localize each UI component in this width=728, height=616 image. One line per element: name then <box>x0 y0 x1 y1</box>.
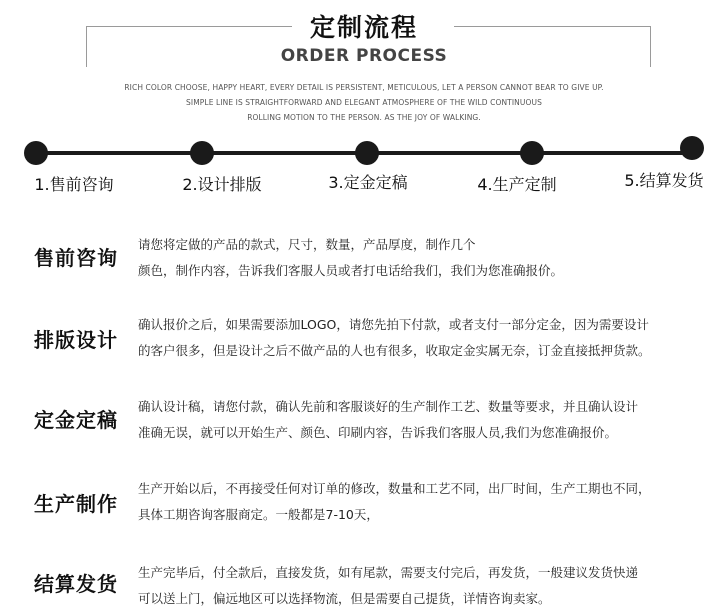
tagline-line: ROLLING MOTION TO THE PERSON. AS THE JOY OF WALKING. <box>247 113 481 122</box>
timeline-step-label: 2.设计排版 <box>182 175 262 194</box>
tagline <box>0 80 728 125</box>
section-title: 生产制作 <box>34 492 118 516</box>
section-body <box>138 476 712 528</box>
section-body <box>138 560 712 612</box>
timeline-dot <box>190 141 214 165</box>
page-title: 定制流程 <box>309 13 418 42</box>
timeline-dot <box>680 136 704 160</box>
section-line: 请您将定做的产品的款式，尺寸，数量，产品厚度，制作几个 <box>138 237 476 252</box>
section-body <box>138 394 712 446</box>
section-title: 排版设计 <box>34 328 118 352</box>
process-timeline <box>0 130 728 200</box>
timeline-step-label: 4.生产定制 <box>477 175 557 194</box>
timeline-dot <box>355 141 379 165</box>
header <box>0 0 728 130</box>
section-body <box>138 312 712 364</box>
section-line: 可以送上门，偏远地区可以选择物流，但是需要自己提货，详情咨询卖家。 <box>138 591 551 606</box>
tagline-line: RICH COLOR CHOOSE, HAPPY HEART, EVERY DETAIL IS PERSISTENT, METICULOUS, LET A PERSON CANNOT BEAR TO GIVE UP. <box>124 83 604 92</box>
timeline-step-label: 3.定金定稿 <box>328 173 408 192</box>
section-line: 确认设计稿，请您付款，确认先前和客服谈好的生产制作工艺、数量等要求，并且确认设计 <box>138 399 639 414</box>
timeline-dot <box>520 141 544 165</box>
section-title: 结算发货 <box>34 572 118 596</box>
section-line: 确认报价之后，如果需要添加LOGO，请您先拍下付款，或者支付一部分定金，因为需要设计 <box>138 317 649 332</box>
section-body <box>138 232 712 284</box>
section-line: 颜色，制作内容，告诉我们客服人员或者打电话给我们，我们为您准确报价。 <box>138 263 564 278</box>
section-line: 生产完毕后，付全款后，直接发货，如有尾款，需要支付完后，再发货，一般建议发货快递 <box>138 565 639 580</box>
timeline-step-label: 1.售前咨询 <box>34 175 114 194</box>
section-line: 的客户很多，但是设计之后不做产品的人也有很多，收取定金实属无奈，订金直接抵押货款。 <box>138 343 651 358</box>
section-title: 售前咨询 <box>34 246 118 270</box>
timeline-dot <box>24 141 48 165</box>
timeline-step-label: 5.结算发货 <box>624 171 704 190</box>
section-title: 定金定稿 <box>34 408 118 432</box>
page-subtitle: ORDER PROCESS <box>280 46 448 66</box>
tagline-line: SIMPLE LINE IS STRAIGHTFORWARD AND ELEGANT ATMOSPHERE OF THE WILD CONTINUOUS <box>186 98 542 107</box>
section-line: 生产开始以后，不再接受任何对订单的修改，数量和工艺不同，出厂时间，生产工期也不同， <box>138 481 651 496</box>
section-line: 具体工期咨询客服商定。一般都是7-10天， <box>138 507 379 522</box>
section-line: 准确无误，就可以开始生产、颜色、印刷内容，告诉我们客服人员,我们为您准确报价。 <box>138 425 617 440</box>
